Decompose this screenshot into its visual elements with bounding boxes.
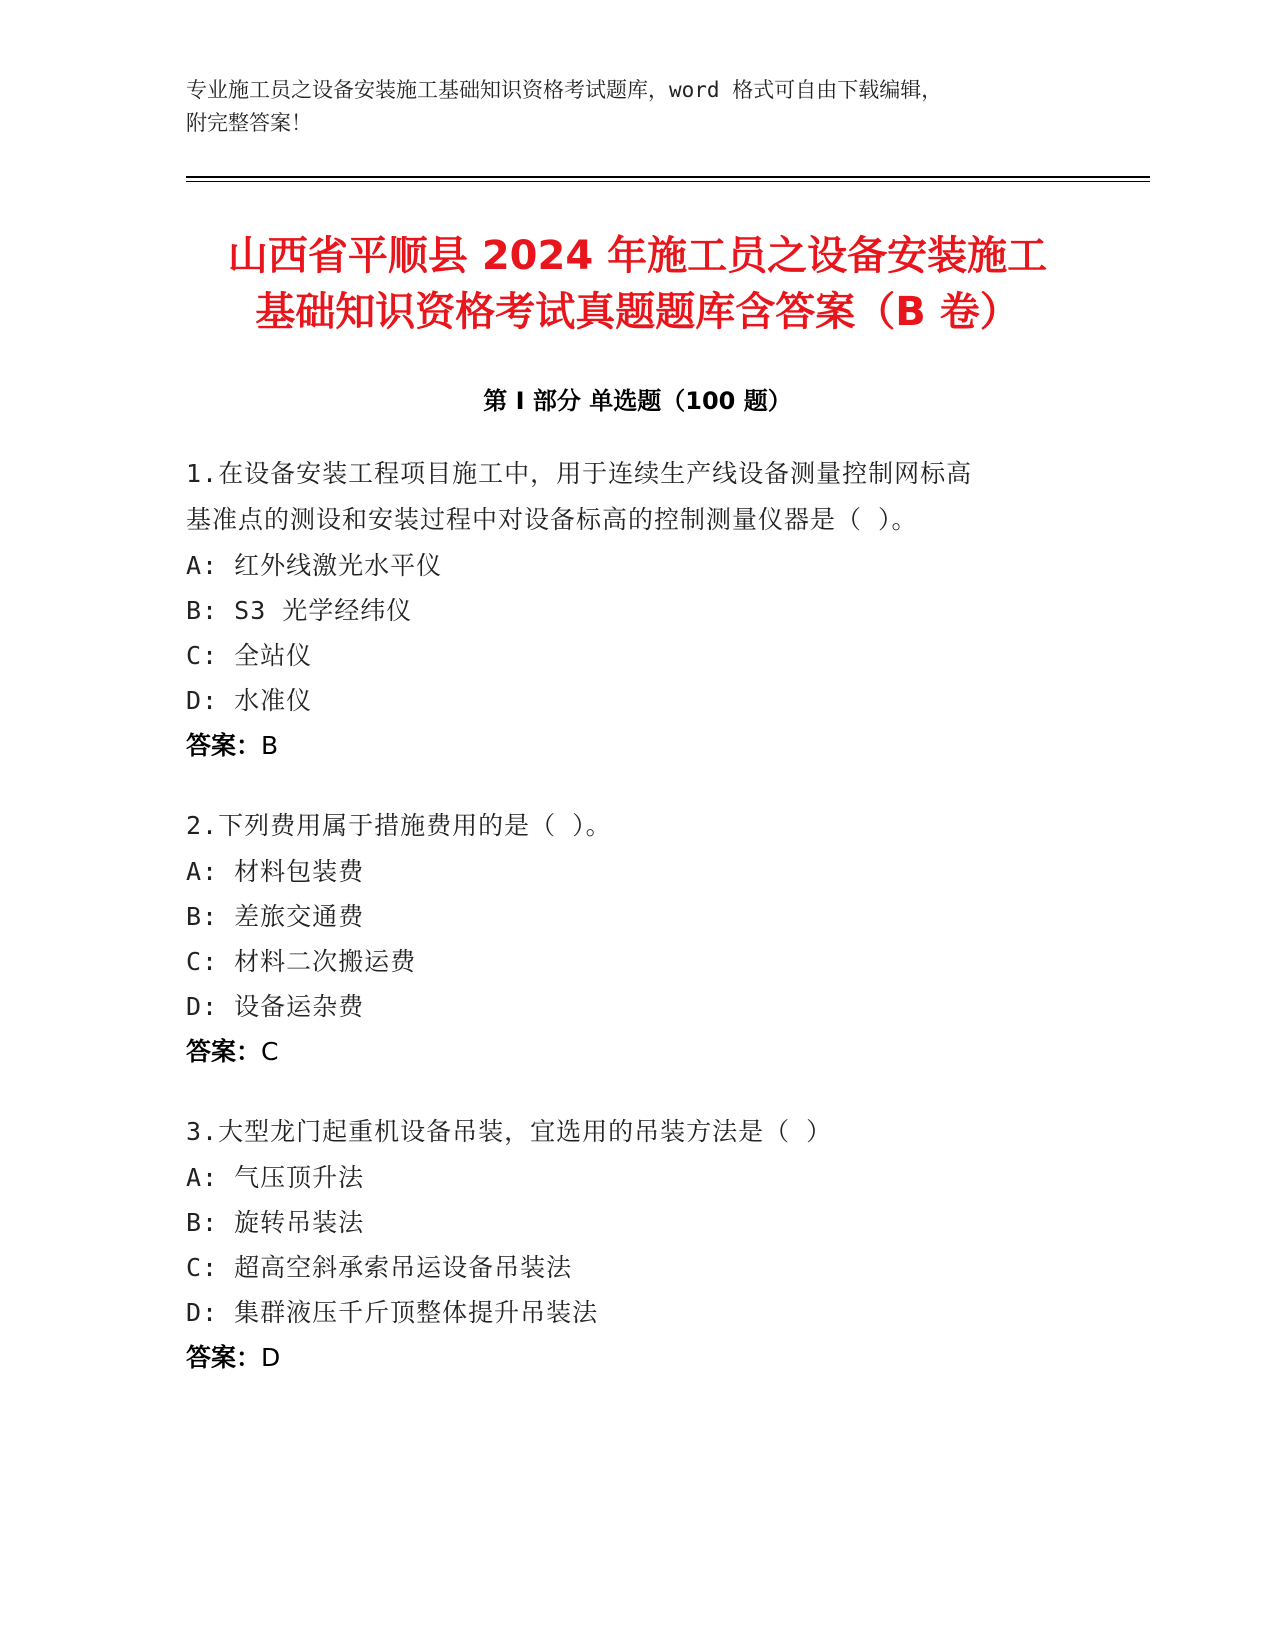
option-a: A: 红外线激光水平仪 — [186, 551, 443, 580]
answer-line — [186, 1029, 1086, 1075]
answer-label: 答案： — [186, 731, 262, 760]
option-a: A: 气压顶升法 — [186, 1163, 365, 1192]
question-stem: 1.在设备安装工程项目施工中，用于连续生产线设备测量控制网标高 — [186, 459, 973, 488]
answer-value: C — [261, 1037, 279, 1066]
option-b: B: S3 光学经纬仪 — [186, 596, 413, 625]
answer-value: B — [261, 731, 279, 760]
question-1 — [186, 451, 1086, 769]
answer-value: D — [261, 1343, 281, 1372]
header-divider-thick — [186, 176, 1150, 178]
answer-label: 答案： — [186, 1343, 262, 1372]
question-stem: 2.下列费用属于措施费用的是（ ）。 — [186, 811, 612, 840]
option-a: A: 材料包装费 — [186, 857, 365, 886]
option-d: D: 设备运杂费 — [186, 992, 365, 1021]
option-d: D: 水准仪 — [186, 686, 313, 715]
document-title-line1: 山西省平顺县 2024 年施工员之设备安装施工 — [227, 233, 1048, 279]
header-note — [186, 74, 1086, 140]
header-note-line2: 附完整答案！ — [186, 111, 312, 135]
question-3 — [186, 1109, 1086, 1381]
answer-line — [186, 723, 1086, 769]
option-c: C: 材料二次搬运费 — [186, 947, 417, 976]
option-b: B: 旋转吊装法 — [186, 1208, 365, 1237]
header-divider-thin — [186, 181, 1150, 182]
option-b: B: 差旅交通费 — [186, 902, 365, 931]
option-d: D: 集群液压千斤顶整体提升吊装法 — [186, 1298, 599, 1327]
option-c: C: 超高空斜承索吊运设备吊装法 — [186, 1253, 573, 1282]
question-2 — [186, 803, 1086, 1075]
answer-label: 答案： — [186, 1037, 262, 1066]
option-c: C: 全站仪 — [186, 641, 313, 670]
question-stem-continued: 基准点的测设和安装过程中对设备标高的控制测量仪器是（ ）。 — [186, 505, 918, 534]
header-note-line1: 专业施工员之设备安装施工基础知识资格考试题库，word 格式可自由下载编辑， — [186, 78, 943, 102]
answer-line — [186, 1335, 1086, 1381]
document-title — [150, 228, 1125, 340]
section-title: 第 I 部分 单选题（100 题） — [483, 387, 792, 415]
document-title-line2: 基础知识资格考试真题题库含答案（B 卷） — [255, 289, 1020, 335]
question-stem: 3.大型龙门起重机设备吊装，宜选用的吊装方法是（ ） — [186, 1117, 833, 1146]
